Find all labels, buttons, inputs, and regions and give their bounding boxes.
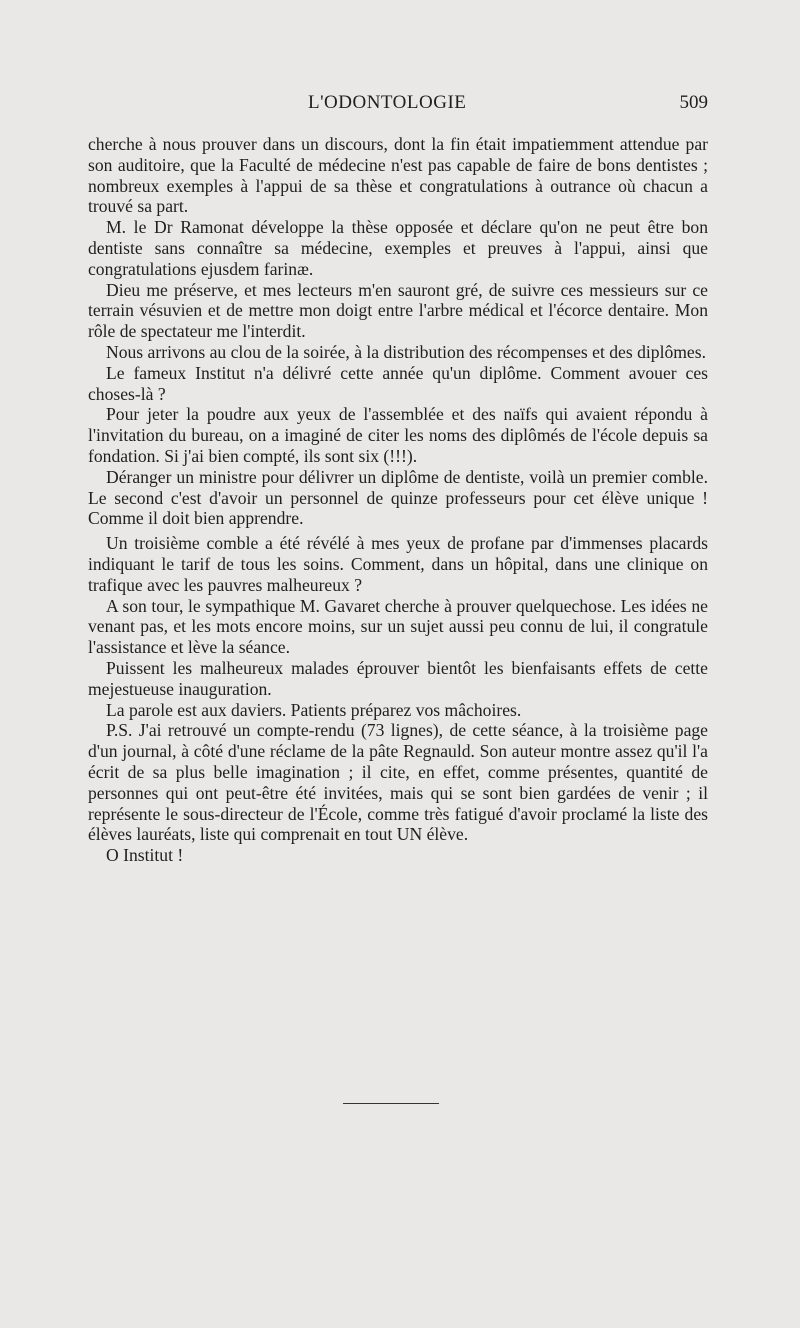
paragraph-closing: O Institut ! [106,845,184,866]
running-title: L'ODONTOLOGIE [308,92,467,113]
paragraph: cherche à nous prouver dans un discours, dont la fin était impatiemment attendue par son auditoire, que la Faculté de médecine n'est pas capable de faire de bons dentistes ; nombreux exemples à l'appui de sa thèse et congratulations à outrance où chacun a trouvé sa part. [88,134,708,217]
paragraph: A son tour, le sympathique M. Gavaret cherche à prouver quelquechose. Les idées ne venant pas, et les mots encore moins, sur un sujet aussi peu connu de lui, il congratule l'assistance et lève la séance. [88,595,708,658]
paragraph: Nous arrivons au clou de la soirée, à la distribution des récompenses et des diplômes. [106,341,706,362]
paragraph: Un troisième comble a été révélé à mes yeux de profane par d'immenses placards indiquant le tarif de tous les soins. Comment, dans un hôpital, dans une clinique on trafique avec les pauvres malheureux ? [88,533,708,595]
paragraph: Pour jeter la poudre aux yeux de l'assemblée et des naïfs qui avaient répondu à l'invitation du bureau, on a imaginé de citer les noms des diplômés de l'école depuis sa fondation. Si j'ai bien compté, ils sont six (!!!). [88,404,708,466]
paragraph: Déranger un ministre pour délivrer un diplôme de dentiste, voilà un premier comble. Le second c'est d'avoir un personnel de quinze professeurs pour cet élève unique ! Comme il doit bien apprendre. [88,466,708,529]
paragraph: Le fameux Institut n'a délivré cette année qu'un diplôme. Comment avouer ces choses-là ? [88,362,708,404]
page-number: 509 [679,92,708,113]
paragraph: La parole est aux daviers. Patients préparez vos mâchoires. [106,699,522,720]
article-body [88,134,708,866]
page-header [90,92,708,120]
section-end-rule [343,1103,439,1104]
paragraph-postscript: P.S. J'ai retrouvé un compte-rendu (73 lignes), de cette séance, à la troisième page d'un journal, à côté d'une réclame de la pâte Regnauld. Son auteur montre assez qu'il l'a écrit de sa plus belle imagination ; il cite, en effet, comme présentes, quantité de personnes qui ont peut-être été invitées, mais qui se sont bien gardées de venir ; il représente le sous-directeur de l'École, comme très fatigué d'avoir proclamé la liste des élèves lauréats, liste qui comprenait en tout UN élève. [88,720,708,845]
paragraph: M. le Dr Ramonat développe la thèse opposée et déclare qu'on ne peut être bon dentiste sans connaître sa médecine, exemples et preuves à l'appui, ainsi que congratulations ejusdem farinæ. [88,217,708,279]
paragraph: Puissent les malheureux malades éprouver bientôt les bienfaisants effets de cette mejestueuse inauguration. [88,657,708,699]
paragraph: Dieu me préserve, et mes lecteurs m'en sauront gré, de suivre ces messieurs sur ce terrain vésuvien et de mettre mon doigt entre l'arbre médical et l'écorce dentaire. Mon rôle de spectateur me l'interdit. [88,279,708,342]
